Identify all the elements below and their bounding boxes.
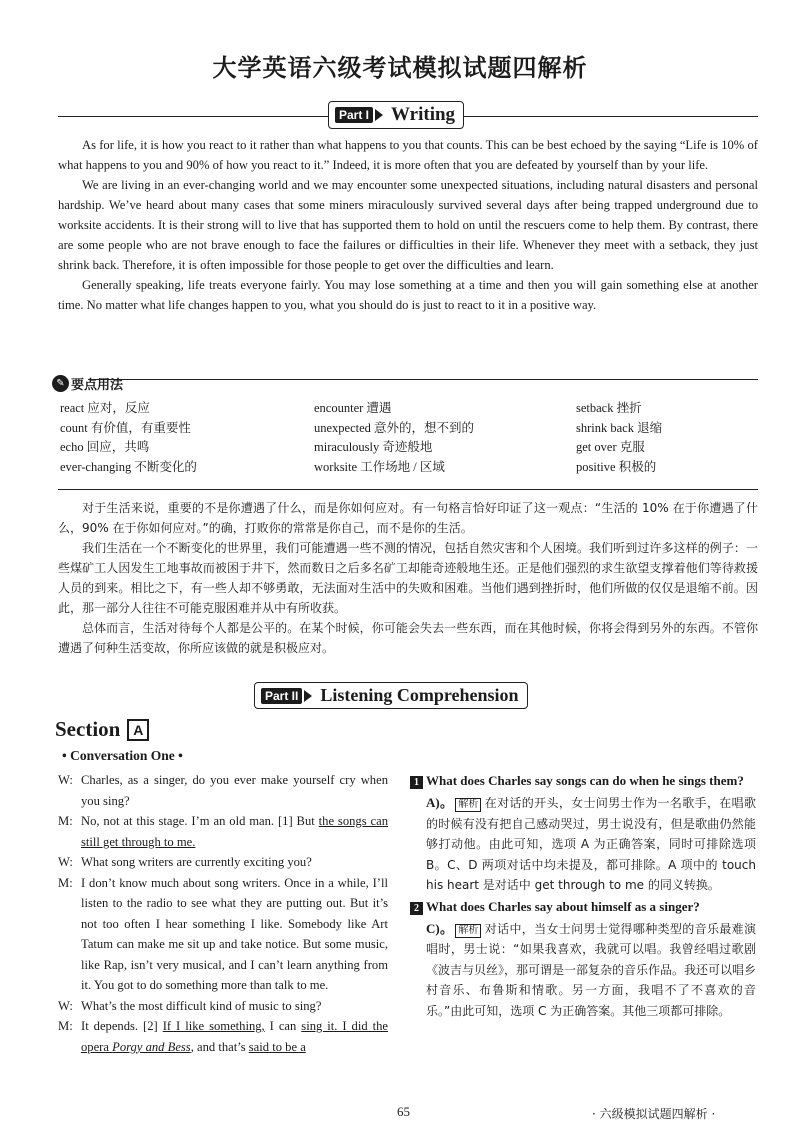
question-block (410, 772, 756, 896)
vocab-item: miraculously 奇迹般地 (314, 440, 433, 454)
part1-label: Writing (391, 104, 456, 125)
key-points-heading: ✎ 要点用法 (52, 374, 123, 393)
part2-label: Listening Comprehension (320, 685, 519, 705)
running-footer: · 六级模拟试题四解析 · (592, 1107, 716, 1121)
translation (58, 498, 758, 658)
essay-paragraph: Generally speaking, life treats everyone fairly. You may lose something at a time and then you will gain something else at another time. No matter what life changes happen to you, what you should do is just to react to it in a positive way. (58, 278, 758, 312)
dialogue-segment: I can (264, 1019, 302, 1033)
vocab-item: worksite 工作场地 / 区域 (314, 459, 445, 474)
translation-paragraph: 对于生活来说，重要的不是你遭遇了什么，而是你如何应对。有一句格言恰好印证了这一观点：“生活的 10% 在于你遭遇了什么，90% 在于你如何应对。”的确，打败你的常常是你自己，而不是你的生活。 (58, 501, 758, 535)
part1-header (328, 101, 464, 129)
vocab-item: setback 挫折 (576, 401, 642, 415)
vocab-item: shrink back 退缩 (576, 420, 663, 435)
dialogue-segment: Charles, as a singer, do you ever make yourself cry when you sing? (81, 773, 388, 808)
answer-analysis (410, 919, 756, 1022)
dialogue-segment: , and that’s (190, 1039, 249, 1054)
vocab-item: unexpected 意外的，想不到的 (314, 420, 475, 435)
analysis-tag: 解析 (455, 924, 481, 938)
vocab-item: react 应对，反应 (60, 401, 150, 415)
dialogue-segment: Porgy and Bess (112, 1039, 191, 1054)
vocab-table (60, 399, 766, 477)
speaker-label: W: (58, 773, 73, 787)
essay-paragraph: We are living in an ever-changing world and we may encounter some unexpected situations, including natural disasters and personal hardship. We’ve heard about many cases that some miners miraculously survived several days after being trapped underground due to worksite accidents. It is their strong will to live that has supported them to hold on until the rescuers come to help them. By contrast, there are some people who are not brave enough to face the failures or difficulties in their life. Whenever they meet with a setback, they just shrink back. Therefore, it is often impossible for those people to get over the difficulties and learn. (58, 178, 758, 272)
dialogue-line (81, 770, 388, 811)
part2-header (254, 682, 528, 709)
question-text (410, 898, 756, 916)
question-text (410, 772, 756, 790)
essay (58, 135, 758, 315)
analysis-tag: 解析 (455, 798, 481, 812)
answer-key: C)。 (426, 920, 454, 936)
dialogue (58, 770, 388, 1057)
dialogue-line (81, 873, 388, 996)
analysis-text: 对话中，当女士问男士觉得哪种类型的音乐最难演唱时，男士说：“如果我喜欢，我就可以唱。我曾经唱过歌剧《波吉与贝丝》，那可谓是一部复杂的音乐作品。我还可以唱乡村音乐、布鲁斯和情歌。另一方面，我唱不了不喜欢的音乐。”由此可知，选项 C 为正确答案。其他三项都可排除。 (426, 921, 757, 1018)
dialogue-line (81, 811, 388, 852)
section-letter: A (127, 719, 149, 741)
page-number: 65 (397, 1104, 410, 1119)
key-points-rule (88, 379, 758, 380)
vocab-item: get over 克服 (576, 440, 645, 454)
question-stem: What does Charles say songs can do when he sings them? (426, 773, 744, 788)
answer-analysis (410, 793, 756, 896)
vocab-item: positive 积极的 (576, 459, 657, 474)
vocab-item: encounter 遭遇 (314, 401, 392, 415)
translation-paragraph: 我们生活在一个不断变化的世界里，我们可能遭遇一些不测的情况，包括自然灾害和个人困境。我们听到过许多这样的例子：一些煤矿工人因发生工地事故而被困于井下，然而数日之后多名矿工却能奇迹般地生还。正是他们强烈的求生欲望支撑着他们等待救援人员的到来。相比之下，有一些人却不够勇敢，无法面对生活中的失败和困难。当他们遇到挫折时，他们所做的仅仅是退缩不前。因此，那一部分人往往不可能克服困难并从中有所收获。 (58, 541, 758, 615)
dialogue-segment: No, not at this stage. I’m an old man. [1] But (81, 814, 319, 828)
dialogue-line (81, 852, 388, 873)
speaker-label: W: (58, 855, 73, 869)
question-block (410, 898, 756, 1022)
arrow-right-icon (375, 109, 383, 121)
dialogue-segment: If I like something, (162, 1019, 265, 1033)
part1-tag: Part I (335, 107, 373, 123)
dialogue-segment: sing it. I did the opera (81, 1019, 388, 1054)
vocab-item: ever-changing 不断变化的 (60, 459, 197, 474)
dialogue-segment: What song writers are currently exciting you? (81, 855, 312, 869)
conversation-heading: • Conversation One • (62, 748, 183, 763)
dialogue-segment: I don’t know much about song writers. Once in a while, I’ll listen to the radio to see what they are putting out. But it’s not too often I hear something I like. Somebody like Art Tatum can make me sit up and take notice. But some music, like Rap, isn’t very musical, and I can’t learn anything from it. You got to do something more than talk to me. (81, 875, 388, 992)
translation-rule (58, 489, 758, 490)
pencil-icon: ✎ (52, 375, 69, 392)
essay-paragraph: As for life, it is how you react to it rather than what happens to you that counts. This can be best echoed by the saying “Life is 10% of what happens to you and 90% of how you react to it.” Indeed, it is more often that you are defeated by yourself than by your life. (58, 138, 758, 172)
dialogue-segment: It depends. [2] (81, 1019, 163, 1033)
speaker-label: M: (58, 814, 73, 828)
page-title: 大学英语六级考试模拟试题四解析 (212, 53, 588, 82)
dialogue-line (81, 996, 388, 1017)
translation-paragraph: 总体而言，生活对待每个人都是公平的。在某个时候，你可能会失去一些东西，而在其他时候，你将会得到另外的东西。不管你遭遇了何种生活变故，你所应该做的就是积极应对。 (58, 621, 758, 655)
dialogue-line (81, 1016, 388, 1057)
analysis-text: 在对话的开头，女士问男士作为一名歌手，在唱歌的时候有没有把自己感动哭过，男士说没有，但是歌曲仍然能够打动他。由此可知，选项 A 为正确答案，同时可排除选项 B。C、D 两项对话中均未提及，都可排除。A 项中的 touch his heart 是对话中 get through to me 的同义转换。 (426, 796, 756, 892)
vocab-item: echo 回应，共鸣 (60, 440, 150, 454)
part2-tag: Part II (261, 688, 302, 704)
questions-column (410, 772, 756, 1023)
dialogue-segment: the songs can still get through to me. (81, 814, 388, 849)
vocab-item: count 有价值，有重要性 (60, 420, 191, 435)
speaker-label: M: (58, 1019, 73, 1033)
question-number: 1 (410, 776, 423, 789)
dialogue-segment: said to be a (248, 1039, 306, 1054)
answer-key: A)。 (426, 795, 454, 810)
dialogue-segment: What’s the most difficult kind of music to sing? (81, 998, 322, 1013)
section-heading: Section A (55, 717, 149, 742)
question-stem: What does Charles say about himself as a singer? (426, 898, 700, 914)
arrow-right-icon (304, 690, 312, 702)
speaker-label: W: (58, 998, 73, 1013)
question-number: 2 (410, 902, 423, 915)
speaker-label: M: (58, 875, 73, 890)
